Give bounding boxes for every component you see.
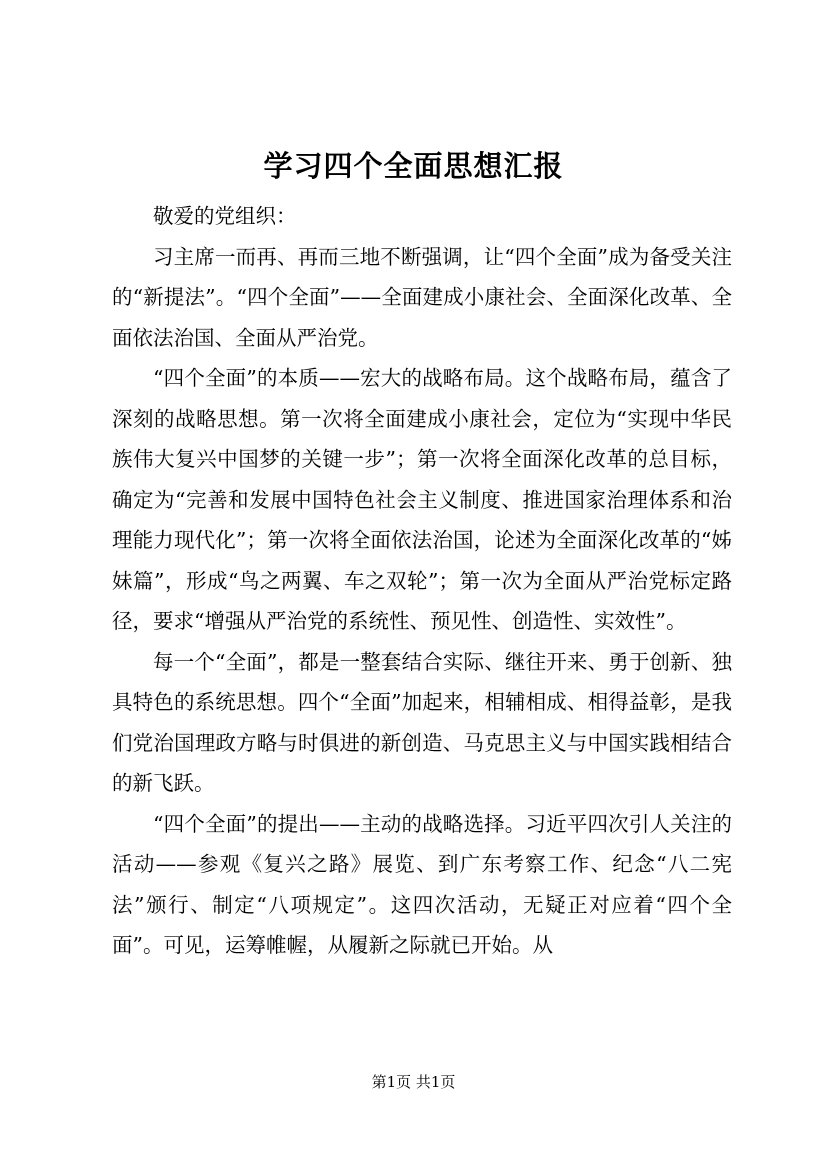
document-title: 学习四个全面思想汇报 <box>263 149 564 183</box>
paragraph-4: “四个全面”的提出——主动的战略选择。习近平四次引人关注的活动——参观《复兴之路》展览、到广东考察工作、纪念“八二宪法”颁行、制定“八项规定”。这四次活动，无疑正对应着“四个全面”。可见，运筹帷幄，从履新之际就已开始。从 <box>112 811 732 957</box>
document-body <box>112 196 732 966</box>
paragraph-3: 每一个“全面”，都是一整套结合实际、继往开来、勇于创新、独具特色的系统思想。四个“全面”加起来，相辅相成、相得益彰，是我们党治国理政方略与时俱进的新创造、马克思主义与中国实践相结合的新飞跃。 <box>112 649 732 795</box>
paragraph-1: 习主席一而再、再而三地不断强调，让“四个全面”成为备受关注的“新提法”。“四个全面”——全面建成小康社会、全面深化改革、全面依法治国、全面从严治党。 <box>112 244 732 350</box>
page-footer: 第1页 共1页 <box>371 1073 456 1091</box>
salutation: 敬爱的党组织： <box>153 204 297 228</box>
paragraph-2: “四个全面”的本质——宏大的战略布局。这个战略布局，蕴含了深刻的战略思想。第一次将全面建成小康社会，定位为“实现中华民族伟大复兴中国梦的关键一步”；第一次将全面深化改革的总目标，确定为“完善和发展中国特色社会主义制度、推进国家治理体系和治理能力现代化”；第一次将全面依法治国，论述为全面深化改革的“姊妹篇”，形成“鸟之两翼、车之双轮”；第一次为全面从严治党标定路径，要求“增强从严治党的系统性、预见性、创造性、实效性”。 <box>112 366 732 633</box>
